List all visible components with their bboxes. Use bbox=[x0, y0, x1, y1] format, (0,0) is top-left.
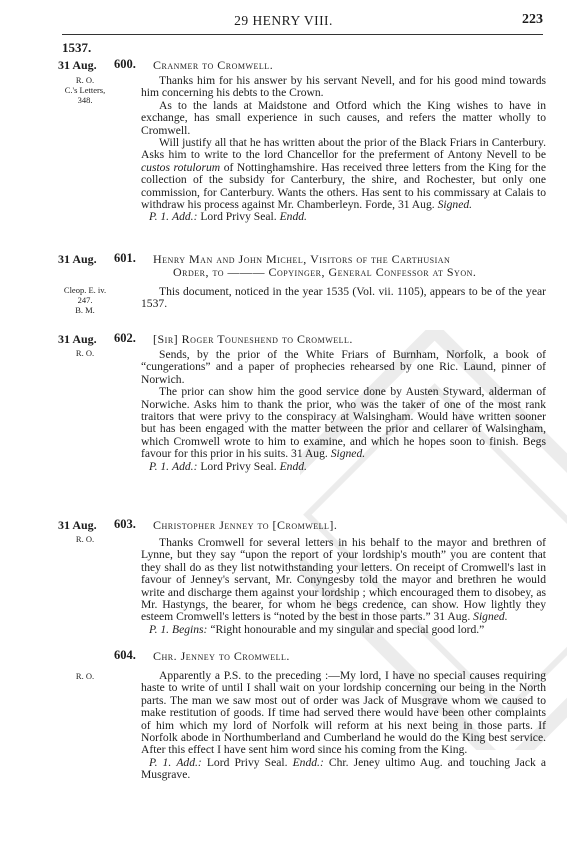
entry-note: P. 1. Add.: Lord Privy Seal. Endd.: Chr. Jeney ultimo Aug. and touching Jack a Musgrave. bbox=[141, 755, 546, 782]
entry-number: 603. bbox=[114, 517, 136, 531]
paragraph: Apparently a P.S. to the preceding :—My lord, I have no special causes requiring haste to write of until I shall wait on your lordship concerning our being in the North parts. The man we saw most out of order was Jack of Musgrave whom we caused to make restitution of goods. If time had served there would have been other complaints of him which my lord of Norfolk will reform at his next being in those parts. If Norfolk abode in Northumberland and Cumberland he would do the King best service. After this effect I have sent him word since his coming from the King. bbox=[141, 669, 546, 757]
source-reference: R. O. bbox=[75, 534, 95, 544]
paragraph: Sends, by the prior of the White Friars of Burnham, Norfolk, a book of “cungerations” and a paper of prophecies rehearsed by one Ric. Laund, pinner of Norwich. bbox=[141, 348, 546, 386]
entry-number: 601. bbox=[114, 251, 136, 265]
entry-heading: [Sir] Roger Touneshend to Cromwell. bbox=[153, 332, 353, 346]
page-number: 223 bbox=[522, 12, 543, 27]
paragraph: Thanks him for his answer by his servant Nevell, and for his good mind towards him concerning his debts to the Crown. bbox=[141, 74, 546, 100]
entry-date: 31 Aug. bbox=[58, 252, 97, 266]
entry-body bbox=[141, 670, 546, 782]
entry-body bbox=[141, 286, 546, 311]
source-reference: R. O. C.'s Letters, 348. bbox=[64, 75, 106, 105]
entry-body bbox=[141, 349, 546, 473]
entry-heading: Henry Man and John Michel, Visitors of the Carthusian Order, to ——— Copyinger, General Confessor at Syon. bbox=[153, 252, 477, 279]
paragraph: Thanks Cromwell for several letters in his behalf to the mayor and brethren of Lynne, but they say “upon the report of your lordship's mouth” you are content that they shall do as they list notwithstanding your letters. On receipt of Cromwell's last in favour of Jenney's servant, Mr. Conyngesby told the mayor and brethren he would write and discharge them against your lordship ; which encouraged them to disobey, as Mr. Hastyngs, the bearer, for whom he begs credence, can show. How lightly they esteem Cromwell's letters is “noted by the best in those parts.” 31 Aug. Signed. bbox=[141, 536, 546, 624]
running-header bbox=[0, 11, 567, 31]
entry-date: 31 Aug. bbox=[58, 332, 97, 346]
paragraph: As to the lands at Maidstone and Otford which the King wishes to have in exchange, has small experience in such causes, and refers the matter wholly to Cromwell. bbox=[141, 98, 546, 137]
entry-note: P. 1. Add.: Lord Privy Seal. Endd. bbox=[149, 459, 307, 473]
running-title: 29 HENRY VIII. bbox=[234, 13, 333, 28]
year-label: 1537. bbox=[62, 40, 92, 55]
source-reference: R. O. bbox=[75, 348, 95, 358]
entry-heading: Cranmer to Cromwell. bbox=[153, 58, 274, 72]
paragraph: Will justify all that he has written about the prior of the Black Friars in Canterbury. Asks him to write to the lord Chancellor for the preferment of Antony Nevell to be custos rotulorum of Nottinghamshire. Has received three letters from the King for the collection of the subsidy for Canterbury, the shire, and Rochester, but only one commission, for Canterbury. Wants the others. Has sent to his commissary at Calais to withdraw his process against Mr. Chamberleyn. Forde, 31 Aug. Signed. bbox=[141, 136, 546, 212]
source-reference: R. O. bbox=[75, 671, 95, 681]
paragraph: The prior can show him the good service done by Austen Styward, alderman of Norwiche. Asks him to thank the prior, who was the taker of one of the most rank traitors that were privy to the conspiracy at Walsingham. Would have written sooner but has been engaged with the matter between the prior and cellarer of Walsingham, which Cromwell wrote to him to examine, and which he hopes soon to finish. Begs favour for this prior in his suits. 31 Aug. Signed. bbox=[141, 385, 546, 461]
entry-number: 602. bbox=[114, 331, 136, 345]
entry-heading: Chr. Jenney to Cromwell. bbox=[153, 649, 290, 663]
source-reference: Cleop. E. iv. 247. B. M. bbox=[63, 285, 107, 315]
entry-number: 604. bbox=[114, 648, 136, 662]
entry-body bbox=[141, 75, 546, 224]
entry-date: 31 Aug. bbox=[58, 58, 97, 72]
entry-note: P. 1. Add.: Lord Privy Seal. Endd. bbox=[149, 210, 307, 224]
paragraph: This document, noticed in the year 1535 (Vol. vii. 1105), appears to be of the year 1537. bbox=[141, 285, 546, 311]
entry-body bbox=[141, 537, 546, 636]
entry-number: 600. bbox=[114, 57, 136, 71]
header-rule bbox=[62, 34, 543, 35]
entry-date: 31 Aug. bbox=[58, 518, 97, 532]
entry-note: P. 1. Begins: “Right honourable and my singular and special good lord.” bbox=[149, 622, 485, 636]
entry-heading: Christopher Jenney to [Cromwell]. bbox=[153, 518, 338, 532]
